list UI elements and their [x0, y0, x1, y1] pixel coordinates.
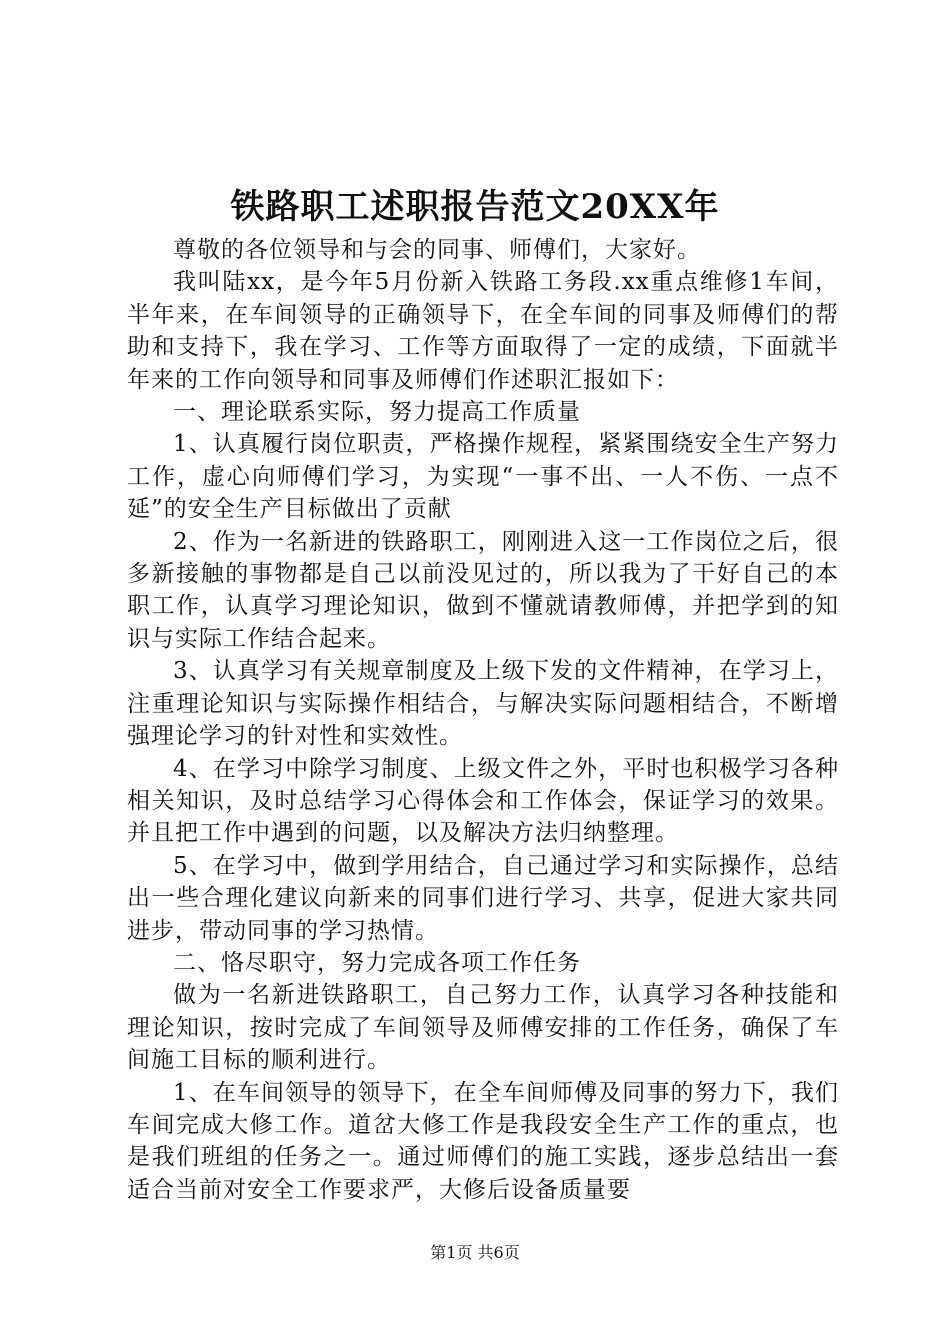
document-title: 铁路职工述职报告范文20XX年: [230, 187, 720, 227]
section-heading-1: 一、理论联系实际，努力提高工作质量: [173, 399, 581, 426]
document-body: [127, 234, 839, 1206]
paragraph-item-5: 5、在学习中，做到学用结合，自己通过学习和实际操作，总结出一些合理化建议向新来的同事们进行学习、共享，促进大家共同进步，带动同事的学习热情。: [127, 852, 839, 944]
paragraph-introduction: 我叫陆xx，是今年5月份新入铁路工务段.xx重点维修1车间，半年来，在车间领导的正确领导下，在全车间的同事及师傅们的帮助和支持下，我在学习、工作等方面取得了一定的成绩，下面就半年来的工作向领导和同事及师傅们作述职汇报如下：: [127, 269, 839, 393]
paragraph-item-4: 4、在学习中除学习制度、上级文件之外，平时也积极学习各种相关知识，及时总结学习心得体会和工作体会，保证学习的效果。并且把工作中遇到的问题，以及解决方法归纳整理。: [127, 755, 839, 847]
page-number-footer: 第1页 共6页: [430, 1243, 520, 1262]
section-heading-2: 二、恪尽职守，努力完成各项工作任务: [173, 949, 581, 976]
paragraph-item-1: 1、认真履行岗位职责，严格操作规程，紧紧围绕安全生产努力工作，虚心向师傅们学习，为实现“一事不出、一人不伤、一点不延”的安全生产目标做出了贡献: [127, 431, 839, 523]
paragraph-section-2-intro: 做为一名新进铁路职工，自己努力工作，认真学习各种技能和理论知识，按时完成了车间领导及师傅安排的工作任务，确保了车间施工目标的顺利进行。: [127, 982, 839, 1074]
paragraph-item-3: 3、认真学习有关规章制度及上级下发的文件精神，在学习上，注重理论知识与实际操作相结合，与解决实际问题相结合，不断增强理论学习的针对性和实效性。: [127, 658, 839, 750]
paragraph-section-2-item-1: 1、在车间领导的领导下，在全车间师傅及同事的努力下，我们车间完成大修工作。道岔大修工作是我段安全生产工作的重点，也是我们班组的任务之一。通过师傅们的施工实践，逐步总结出一套适合当前对安全工作要求严，大修后设备质量要: [127, 1079, 839, 1203]
paragraph-item-2: 2、作为一名新进的铁路职工，刚刚进入这一工作岗位之后，很多新接触的事物都是自己以前没见过的，所以我为了干好自己的本职工作，认真学习理论知识，做到不懂就请教师傅，并把学到的知识与实际工作结合起来。: [127, 528, 839, 652]
paragraph-greeting: 尊敬的各位领导和与会的同事、师傅们，大家好。: [173, 237, 701, 263]
